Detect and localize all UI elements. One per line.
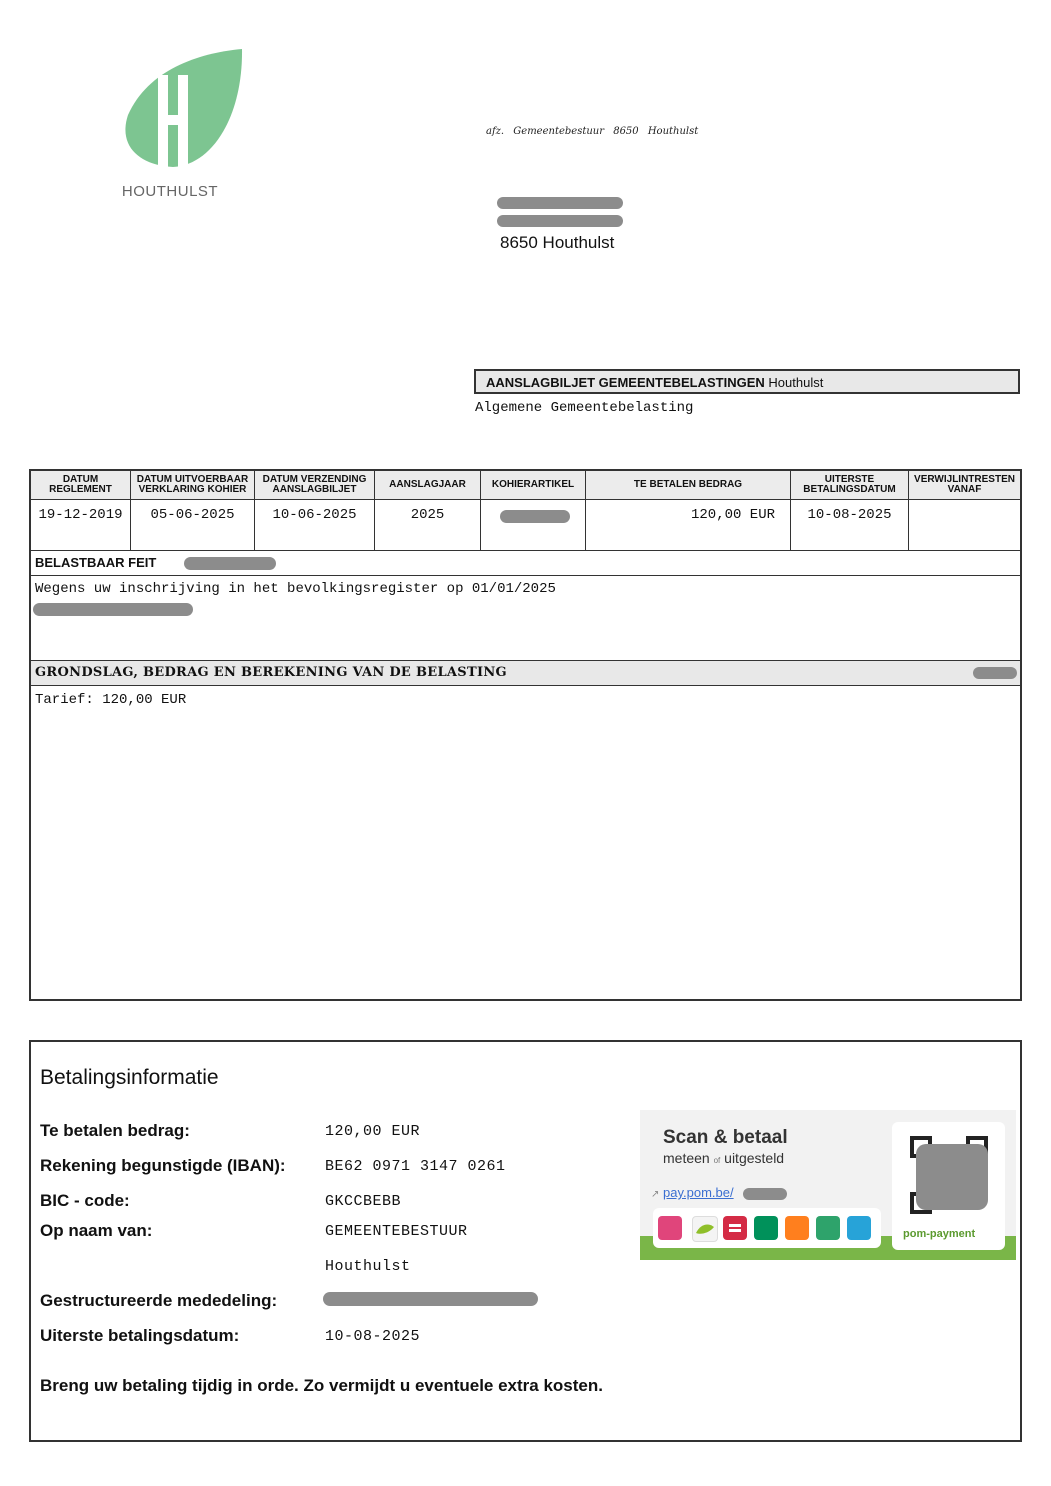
header-datum-reglement [31,471,131,499]
due-date-value: 10-08-2025 [325,1328,421,1345]
pom-sub-now: meteen [663,1150,710,1166]
header-label: UITERSTE BETALINGSDATUM [803,474,896,495]
document-title-bold: AANSLAGBILJET GEMEENTEBELASTINGEN [486,375,765,390]
pom-sub-or: of [713,1156,721,1165]
name-value-2: Houthulst [325,1258,411,1275]
value-datum-verzending: 10-06-2025 [255,499,375,551]
redacted-recipient-street [497,215,623,227]
logo-wordmark: HOUTHULST [121,183,219,200]
iban-value: BE62 0971 3147 0261 [325,1158,506,1175]
header-label: DATUM REGLEMENT [49,474,112,495]
header-verwijlintresten [909,471,1020,499]
value-uiterste-betalingsdatum: 10-08-2025 [791,499,909,551]
bnp-app-icon[interactable] [754,1216,778,1240]
document-title-place: Houthulst [768,375,824,390]
belfius-app-icon[interactable] [723,1216,747,1240]
name-label: Op naam van: [40,1221,153,1240]
header-label: VERWIJLINTRESTEN VANAF [914,474,1015,495]
amount-value: 120,00 EUR [325,1123,421,1140]
pom-sub-later: uitgesteld [724,1150,785,1166]
header-kohierartikel [481,471,586,499]
value-aanslagjaar: 2025 [375,499,481,551]
value-datum-reglement: 19-12-2019 [31,499,131,551]
reference-label: Gestructureerde mededeling: [40,1291,278,1310]
bic-label: BIC - code: [40,1191,130,1210]
argenta-app-icon[interactable] [692,1216,718,1242]
redacted-structured-reference [323,1292,538,1306]
grondslag-label: GRONDSLAG, BEDRAG EN BEREKENING VAN DE BELASTING [35,665,507,680]
document-title [474,369,1020,394]
redacted-feit-ref [184,557,276,570]
header-te-betalen-bedrag [586,471,791,499]
header-uiterste-betalingsdatum [791,471,909,499]
bic-value: GKCCBEBB [325,1193,402,1210]
name-value-1: GEMEENTEBESTUUR [325,1223,468,1240]
redacted-kohierartikel [500,510,570,523]
divider [31,575,1020,576]
redacted-feit-detail [33,603,193,616]
pom-subtitle [663,1150,784,1166]
payment-warning: Breng uw betaling tijdig in orde. Zo vermijdt u eventuele extra kosten. [40,1376,603,1395]
header-datum-verzending [255,471,375,499]
value-te-betalen-bedrag: 120,00 EUR [586,499,791,551]
ing-app-icon[interactable] [785,1216,809,1240]
pom-brand: pom-payment [903,1228,976,1240]
kbc-app-icon[interactable] [847,1216,871,1240]
tarief-text: Tarief: 120,00 EUR [35,692,187,708]
pom-title: Scan & betaal [663,1127,788,1148]
header-aanslagjaar [375,471,481,499]
payconiq-app-icon[interactable] [658,1216,682,1240]
header-label: DATUM VERZENDING AANSLAGBILJET [262,474,367,495]
redacted-recipient-name [497,197,623,209]
amount-label: Te betalen bedrag: [40,1121,190,1140]
redacted-pom-code [743,1188,787,1200]
header-label: TE BETALEN BEDRAG [633,479,743,490]
divider [31,685,1020,686]
due-date-label: Uiterste betalingsdatum: [40,1326,240,1345]
belastbaar-feit-text: Wegens uw inschrijving in het bevolkingsregister op 01/01/2025 [35,581,556,597]
value-kohierartikel [481,499,586,551]
houthulst-logo-icon [118,45,248,205]
redacted-grondslag-ref [973,667,1017,679]
header-datum-uitvoerbaar [131,471,255,499]
header-label: DATUM UITVOERBAAR VERKLARING KOHIER [136,474,249,495]
header-label: KOHIERARTIKEL [491,479,575,490]
header-label: AANSLAGJAAR [389,479,466,490]
document-subtitle: Algemene Gemeentebelasting [475,400,694,416]
qr-code-icon [910,1136,988,1214]
kbc-brussels-app-icon[interactable] [816,1216,840,1240]
sender-address: afz. Gemeentebestuur 8650 Houthulst [486,126,699,137]
value-datum-uitvoerbaar: 05-06-2025 [131,499,255,551]
value-verwijlintresten [909,499,1020,551]
divider [31,550,1020,551]
recipient-city: 8650 Houthulst [500,233,615,252]
pom-link-text: pay.pom.be/ [663,1185,734,1200]
pom-link[interactable] [651,1185,734,1200]
payment-title: Betalingsinformatie [40,1066,219,1089]
external-link-icon: ↗ [651,1189,660,1200]
belastbaar-feit-label: BELASTBAAR FEIT [35,555,157,570]
iban-label: Rekening begunstigde (IBAN): [40,1156,286,1175]
